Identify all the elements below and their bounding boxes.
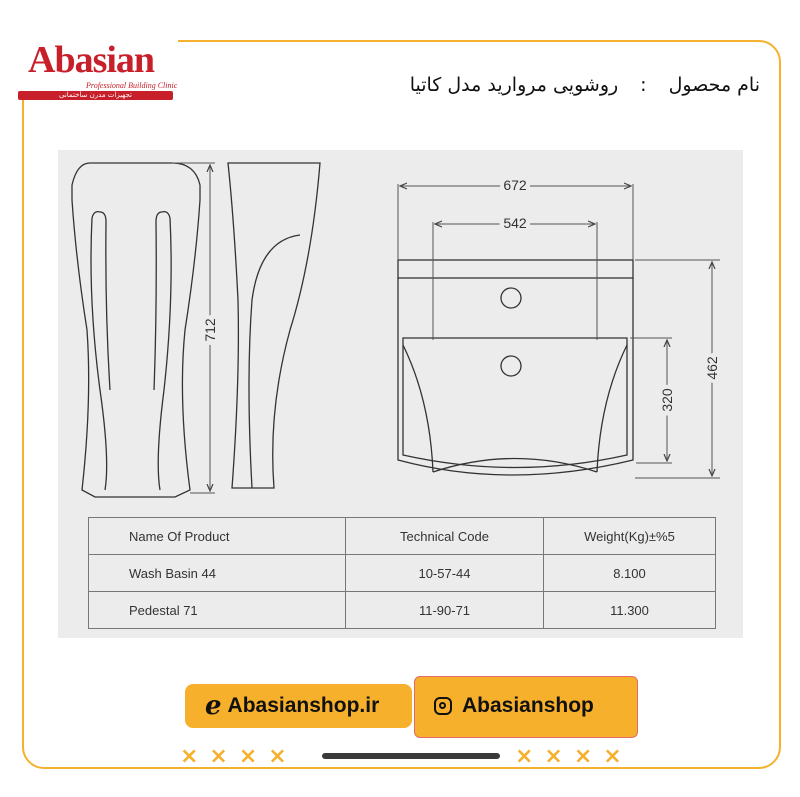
instagram-button[interactable]	[422, 684, 628, 728]
table-header-row	[89, 518, 716, 555]
decor-divider	[322, 753, 500, 759]
table-cell: Pedestal 71	[89, 592, 346, 629]
drain-hole	[501, 356, 521, 376]
dim-320: 320	[659, 388, 675, 412]
product-name: روشویی مروارید مدل کاتیا	[409, 74, 619, 96]
table-header: Weight(Kg)±%5	[544, 518, 716, 555]
browser-icon: e	[205, 691, 222, 721]
logo-tagline: Professional Building Clinic	[86, 81, 178, 90]
spec-table	[88, 517, 716, 629]
instagram-label: Abasianshop	[462, 694, 594, 717]
table-header: Name Of Product	[89, 518, 346, 555]
table-cell: 11-90-71	[346, 592, 544, 629]
dim-712: 712	[202, 318, 218, 342]
table-row	[89, 555, 716, 592]
website-label: Abasianshop.ir	[227, 694, 380, 717]
table-cell: 10-57-44	[346, 555, 544, 592]
pedestal-side-curve	[249, 235, 300, 488]
logo-bar: تجهیزات مدرن ساختمانی	[18, 91, 173, 100]
title-colon: :	[640, 74, 647, 96]
pedestal-side-outline	[228, 163, 320, 488]
table-cell: 8.100	[544, 555, 716, 592]
table-cell: 11.300	[544, 592, 716, 629]
table-header: Technical Code	[346, 518, 544, 555]
instagram-icon	[434, 697, 452, 715]
decor-crosses-left: ××××	[180, 744, 298, 769]
pedestal-front-outline	[72, 163, 200, 497]
dim-462: 462	[704, 356, 720, 380]
faucet-hole	[501, 288, 521, 308]
website-button[interactable]	[185, 684, 412, 728]
table-cell: Wash Basin 44	[89, 555, 346, 592]
decor-crosses-right: ××××	[515, 744, 633, 769]
logo-name: Abasian	[28, 39, 155, 81]
table-row	[89, 592, 716, 629]
dim-672: 672	[503, 177, 527, 193]
pedestal-front-left-groove	[91, 212, 107, 490]
dim-542: 542	[503, 215, 527, 231]
pedestal-front-right-groove	[158, 212, 171, 490]
product-label: نام محصول	[668, 74, 760, 96]
